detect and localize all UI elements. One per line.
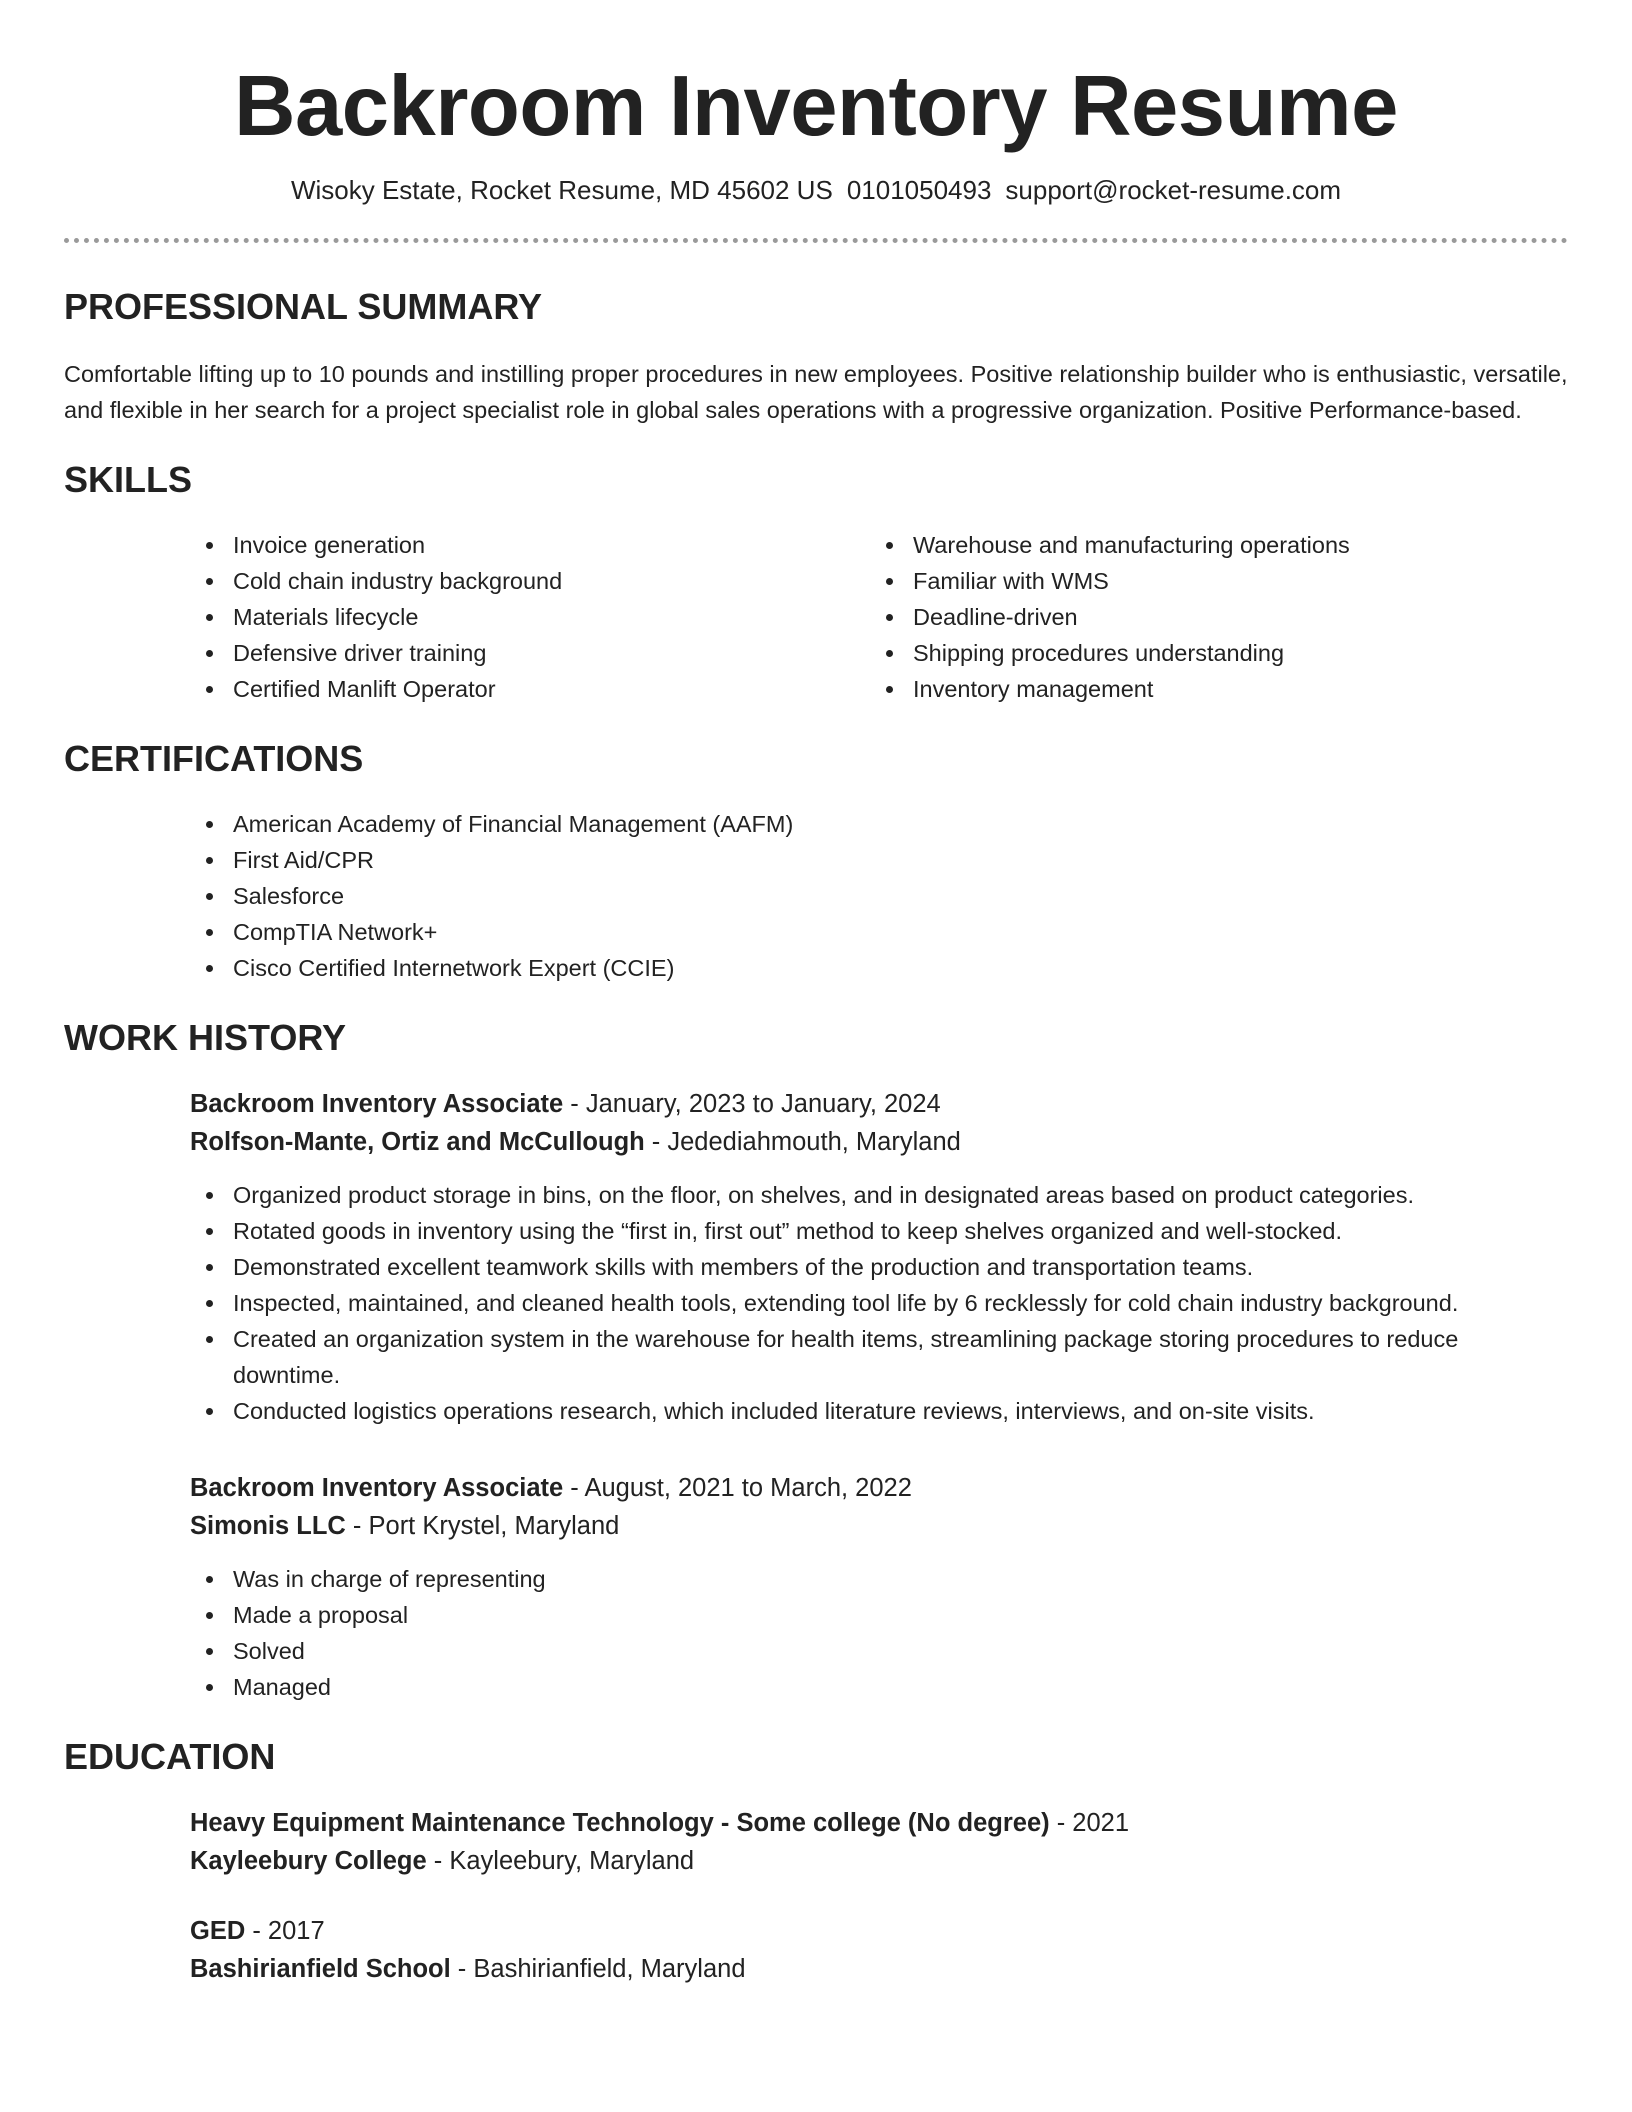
certification-item: American Academy of Financial Management (AAFM) bbox=[190, 806, 1568, 842]
bullet-icon bbox=[206, 650, 213, 657]
bullet-icon bbox=[206, 1576, 213, 1583]
skill-item: Materials lifecycle bbox=[190, 599, 870, 635]
skill-item: Shipping procedures understanding bbox=[870, 635, 1550, 671]
certifications-list bbox=[190, 806, 1568, 986]
education-degree-line bbox=[190, 1804, 1568, 1842]
work-history-heading: WORK HISTORY bbox=[64, 1017, 347, 1059]
education-school-line bbox=[190, 1842, 1568, 1880]
bullet-icon bbox=[886, 614, 893, 621]
bullet-icon bbox=[206, 1264, 213, 1271]
bullet-icon bbox=[206, 542, 213, 549]
bullet-icon bbox=[206, 1228, 213, 1235]
bullet-icon bbox=[206, 614, 213, 621]
education-school: Kayleebury College bbox=[190, 1847, 427, 1876]
education-section bbox=[64, 1735, 1568, 1988]
job-entry bbox=[190, 1469, 1568, 1705]
job-bullet: Solved bbox=[190, 1633, 1568, 1669]
bullet-icon bbox=[886, 686, 893, 693]
job-bullet: Created an organization system in the warehouse for health items, streamlining package storing procedures to reduce downtime. bbox=[190, 1321, 1568, 1393]
job-bullet: Demonstrated excellent teamwork skills with members of the production and transportation teams. bbox=[190, 1249, 1568, 1285]
education-school: Bashirianfield School bbox=[190, 1955, 451, 1984]
skill-item: Defensive driver training bbox=[190, 635, 870, 671]
job-title-line bbox=[190, 1469, 1568, 1507]
skill-item: Inventory management bbox=[870, 671, 1550, 707]
education-degree: GED bbox=[190, 1917, 246, 1946]
education-entry bbox=[190, 1912, 1568, 1988]
bullet-icon bbox=[206, 1684, 213, 1691]
skill-item: Deadline-driven bbox=[870, 599, 1550, 635]
certification-item: First Aid/CPR bbox=[190, 842, 1568, 878]
education-entry bbox=[190, 1804, 1568, 1880]
bullet-icon bbox=[206, 1408, 213, 1415]
bullet-icon bbox=[886, 542, 893, 549]
job-title: Backroom Inventory Associate bbox=[190, 1090, 564, 1119]
job-bullet: Organized product storage in bins, on the floor, on shelves, and in designated areas based on product categories. bbox=[190, 1177, 1568, 1213]
certification-item: CompTIA Network+ bbox=[190, 914, 1568, 950]
bullet-icon bbox=[206, 1300, 213, 1307]
job-bullet: Managed bbox=[190, 1669, 1568, 1705]
job-dates: - August, 2021 to March, 2022 bbox=[563, 1474, 912, 1503]
skill-item: Invoice generation bbox=[190, 527, 870, 563]
work-history-section bbox=[64, 1016, 1568, 1705]
bullet-icon bbox=[206, 965, 213, 972]
certifications-heading: CERTIFICATIONS bbox=[64, 737, 364, 779]
bullet-icon bbox=[886, 650, 893, 657]
skills-section bbox=[64, 458, 1568, 707]
job-company: Rolfson-Mante, Ortiz and McCullough bbox=[190, 1128, 645, 1157]
bullet-icon bbox=[206, 1336, 213, 1343]
job-bullet: Rotated goods in inventory using the “first in, first out” method to keep shelves organized and well-stocked. bbox=[190, 1213, 1568, 1249]
bullet-icon bbox=[206, 578, 213, 585]
education-year: - 2021 bbox=[1049, 1809, 1130, 1838]
summary-heading: PROFESSIONAL SUMMARY bbox=[64, 285, 543, 327]
contact-phone: 0101050493 bbox=[846, 174, 992, 205]
education-heading: EDUCATION bbox=[64, 1736, 276, 1778]
job-company-line bbox=[190, 1123, 1568, 1161]
contact-address: Wisoky Estate, Rocket Resume, MD 45602 US bbox=[290, 174, 833, 205]
contact-email: support@rocket-resume.com bbox=[1005, 174, 1342, 205]
skill-item: Warehouse and manufacturing operations bbox=[870, 527, 1550, 563]
bullet-icon bbox=[206, 821, 213, 828]
bullet-icon bbox=[206, 893, 213, 900]
skill-item: Familiar with WMS bbox=[870, 563, 1550, 599]
job-entry bbox=[190, 1085, 1568, 1429]
skills-heading: SKILLS bbox=[64, 458, 193, 500]
bullet-icon bbox=[206, 929, 213, 936]
job-location: - Jedediahmouth, Maryland bbox=[644, 1128, 961, 1157]
job-bullet: Conducted logistics operations research, which included literature reviews, interviews, and on-site visits. bbox=[190, 1393, 1568, 1429]
bullet-icon bbox=[206, 1612, 213, 1619]
resume-title: Backroom Inventory Resume bbox=[234, 59, 1398, 154]
skills-grid bbox=[190, 527, 1568, 707]
skill-item: Certified Manlift Operator bbox=[190, 671, 870, 707]
education-degree: Heavy Equipment Maintenance Technology - Some college (No degree) bbox=[190, 1809, 1050, 1838]
job-title: Backroom Inventory Associate bbox=[190, 1474, 564, 1503]
job-bullet: Was in charge of representing bbox=[190, 1561, 1568, 1597]
job-location: - Port Krystel, Maryland bbox=[345, 1512, 620, 1541]
education-school-line bbox=[190, 1950, 1568, 1988]
bullet-icon bbox=[206, 1192, 213, 1199]
job-bullet: Made a proposal bbox=[190, 1597, 1568, 1633]
contact-line bbox=[64, 174, 1568, 208]
summary-text: Comfortable lifting up to 10 pounds and instilling proper procedures in new employees. Positive relationship builder who is enthusiastic, versatile, and flexible in her search for a project specialist role in global sales operations with a progressive organization. Positive Performance-based. bbox=[64, 360, 1568, 423]
bullet-icon bbox=[206, 1648, 213, 1655]
skill-item: Cold chain industry background bbox=[190, 563, 870, 599]
job-bullet: Inspected, maintained, and cleaned health tools, extending tool life by 6 recklessly for cold chain industry background. bbox=[190, 1285, 1568, 1321]
job-dates: - January, 2023 to January, 2024 bbox=[563, 1090, 941, 1119]
resume-page bbox=[64, 0, 1568, 1988]
bullet-icon bbox=[206, 857, 213, 864]
education-location: - Bashirianfield, Maryland bbox=[450, 1955, 746, 1984]
bullet-icon bbox=[886, 578, 893, 585]
job-company: Simonis LLC bbox=[190, 1512, 346, 1541]
certification-item: Cisco Certified Internetwork Expert (CCIE) bbox=[190, 950, 1568, 986]
job-company-line bbox=[190, 1507, 1568, 1545]
education-location: - Kayleebury, Maryland bbox=[426, 1847, 695, 1876]
certification-item: Salesforce bbox=[190, 878, 1568, 914]
job-title-line bbox=[190, 1085, 1568, 1123]
education-year: - 2017 bbox=[245, 1917, 325, 1946]
education-degree-line bbox=[190, 1912, 1568, 1950]
summary-section bbox=[64, 285, 1568, 428]
certifications-section bbox=[64, 737, 1568, 986]
header-divider bbox=[64, 238, 1568, 243]
bullet-icon bbox=[206, 686, 213, 693]
skills-column-left bbox=[190, 527, 870, 707]
skills-column-right bbox=[870, 527, 1550, 707]
